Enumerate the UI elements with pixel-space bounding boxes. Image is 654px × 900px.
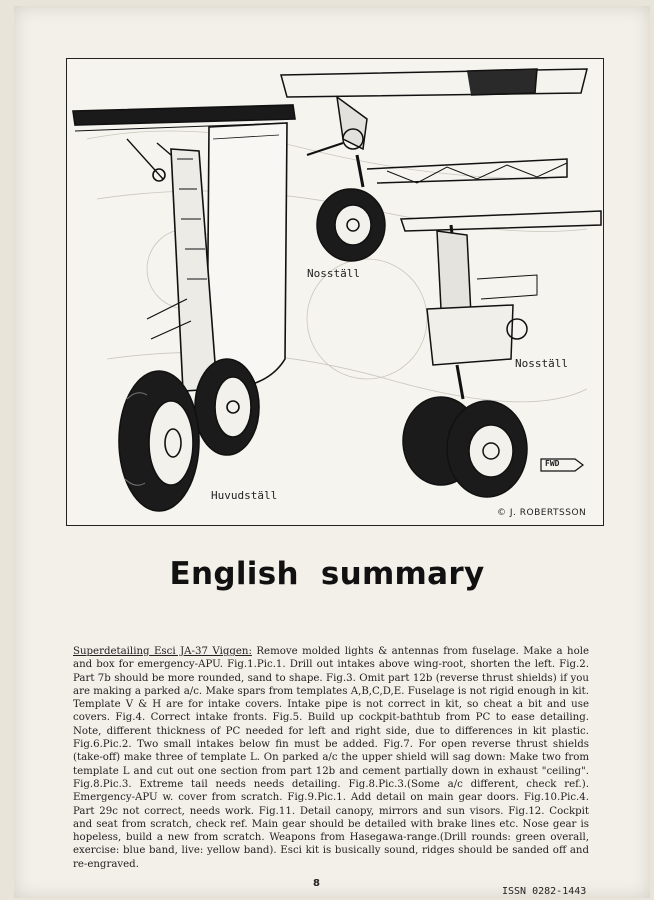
page-number: 8 bbox=[313, 878, 320, 889]
summary-paragraph bbox=[73, 645, 589, 871]
landing-gear-drawing bbox=[67, 59, 603, 525]
summary-text: Remove molded lights & antennas from fuselage. Make a hole and box for emergency-APU. Fig.1.Pic.1. Drill out intakes above wing-root, shorten the left. Fig.2. Part 7b should be more rounded, sand to shape. Fig.3. Omit part 12b (reverse thrust shields) if you are making a parked a/c. Make spars from templates A,B,C,D,E. Fuselage is not rigid enough in kit. Template V & H are for intake covers. Intake pipe is not correct in kit, so cheat a bit and use covers. Fig.4. Correct intake fronts. Fig.5. Build up cockpit-bathtub from PC to ease detailing. Note, different thickness of PC needed for left and right side, due to differences in kit plastic. Fig.6.Pic.2. Two small intakes below fin must be added. Fig.7. For open reverse thrust shields (take-off) make three of template L. On parked a/c the upper shield will sag down: Make two from template L and cut out one section from part 12b and cement partially down in exhaust "ceiling". Fig.8.Pic.3. Extreme tail needs needs detailing. Fig.8.Pic.3.(Some a/c different, check ref.). Emergency-APU w. cover from scratch. Fig.9.Pic.1. Add detail on main gear doors. Fig.10.Pic.4. Part 29c not correct, needs work. Fig.11. Detail canopy, mirrors and sun visors. Fig.12. Cockpit and seat from scratch, check ref. Main gear should be detailed with brake lines etc. Nose gear is hopeless, build a new from scratch. Weapons from Hasegawa-range.(Drill rounds: green overall, exercise: blue band, live: yellow band). Esci kit is busically sound, ridges should be sanded off and re-engraved. bbox=[73, 646, 589, 870]
nose-gear-label-1: Nosställ bbox=[307, 267, 360, 280]
main-gear-label: Huvudställ bbox=[211, 489, 278, 502]
heading-word-2: summary bbox=[320, 556, 485, 592]
summary-lead: Superdetailing Esci JA-37 Viggen: bbox=[73, 646, 252, 657]
fwd-label: FWD bbox=[545, 459, 560, 468]
issn-number: ISSN 0282-1443 bbox=[502, 886, 587, 897]
artist-credit: © J. ROBERTSSON bbox=[497, 508, 587, 518]
heading-word-1: English bbox=[169, 556, 299, 592]
page-heading bbox=[0, 556, 654, 592]
landing-gear-illustration bbox=[66, 58, 604, 526]
nose-gear-label-2: Nosställ bbox=[515, 357, 568, 370]
